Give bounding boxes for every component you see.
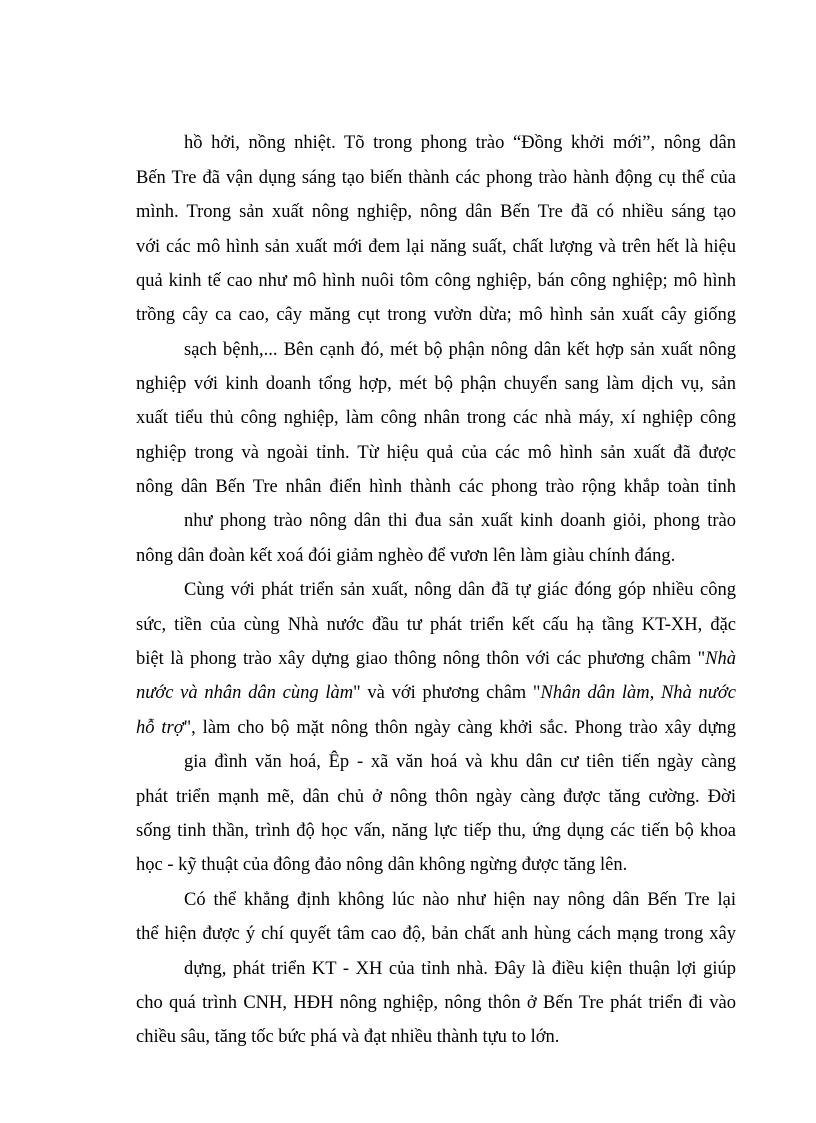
text-line — [136, 681, 736, 705]
text-line: nông dân Bến Tre nhân điển hình thành các phong trào rộng khắp toàn tỉnh — [136, 477, 736, 497]
italic-text-run: nước và nhân dân cùng làm — [136, 683, 354, 703]
text-line: mình. Trong sản xuất nông nghiệp, nông dân Bến Tre đã có nhiều sáng tạo — [136, 202, 736, 222]
text-line: sức, tiền của cùng Nhà nước đầu tư phát triển kết cấu hạ tầng KT-XH, đặc — [136, 615, 736, 635]
text-run: ", làm cho bộ mặt nông thôn ngày càng khởi sắc. Phong trào xây dựng — [183, 718, 736, 738]
text-line: thể hiện được ý chí quyết tâm cao độ, bản chất anh hùng cách mạng trong xây — [136, 924, 736, 944]
text-line: gia đình văn hoá, Êp - xã văn hoá và khu dân cư tiên tiến ngày càng — [184, 752, 736, 772]
text-line: Bến Tre đã vận dụng sáng tạo biến thành các phong trào hành động cụ thể của — [136, 168, 736, 188]
text-line: Có thể khẳng định không lúc nào như hiện nay nông dân Bến Tre lại — [184, 890, 736, 910]
text-line: nghiệp trong và ngoài tỉnh. Từ hiệu quả của các mô hình sản xuất đã được — [136, 443, 736, 463]
text-line: như phong trào nông dân thi đua sản xuất kinh doanh giỏi, phong trào — [184, 511, 736, 531]
text-line: xuất tiểu thủ công nghiệp, làm công nhân trong các nhà máy, xí nghiệp công — [136, 408, 736, 428]
text-line: cho quá trình CNH, HĐH nông nghiệp, nông thôn ở Bến Tre phát triển đi vào — [136, 993, 736, 1013]
text-line: nghiệp với kinh doanh tổng hợp, mét bộ phận chuyển sang làm dịch vụ, sản — [136, 374, 736, 394]
text-line: với các mô hình sản xuất mới đem lại năng suất, chất lượng và trên hết là hiệu — [136, 237, 736, 257]
text-line: quả kinh tế cao như mô hình nuôi tôm công nghiệp, bán công nghiệp; mô hình — [136, 271, 736, 291]
text-line: phát triển mạnh mẽ, dân chủ ở nông thôn ngày càng được tăng cường. Đời — [136, 787, 736, 807]
text-line: sống tinh thần, trình độ học vấn, năng lực tiếp thu, ứng dụng các tiến bộ khoa — [136, 821, 736, 841]
text-line: học - kỹ thuật của đông đảo nông dân không ngừng được tăng lên. — [136, 855, 628, 875]
text-line: chiều sâu, tăng tốc bức phá và đạt nhiều thành tựu to lớn. — [136, 1027, 560, 1047]
text-run: biệt là phong trào xây dựng giao thông nông thôn với các phương châm " — [136, 649, 706, 669]
text-run: " và với phương châm " — [353, 683, 541, 703]
text-line: sạch bệnh,... Bên cạnh đó, mét bộ phận nông dân kết hợp sản xuất nông — [184, 340, 736, 360]
italic-text-run: hỗ trợ — [136, 718, 184, 738]
text-line — [136, 716, 736, 740]
text-line: trồng cây ca cao, cây măng cụt trong vườn dừa; mô hình sản xuất cây giống — [136, 305, 736, 325]
italic-text-run: Nhà — [705, 649, 736, 669]
text-line: dựng, phát triển KT - XH của tỉnh nhà. Đây là điều kiện thuận lợi giúp — [184, 959, 736, 979]
text-line — [136, 647, 736, 671]
italic-text-run: Nhân dân làm, Nhà nước — [540, 683, 736, 703]
text-line: Cùng với phát triển sản xuất, nông dân đã tự giác đóng góp nhiều công — [184, 580, 736, 600]
text-line: nông dân đoàn kết xoá đói giảm nghèo để vươn lên làm giàu chính đáng. — [136, 546, 676, 566]
text-line: hồ hởi, nồng nhiệt. Tõ trong phong trào “Đồng khởi mới”, nông dân — [184, 133, 736, 153]
